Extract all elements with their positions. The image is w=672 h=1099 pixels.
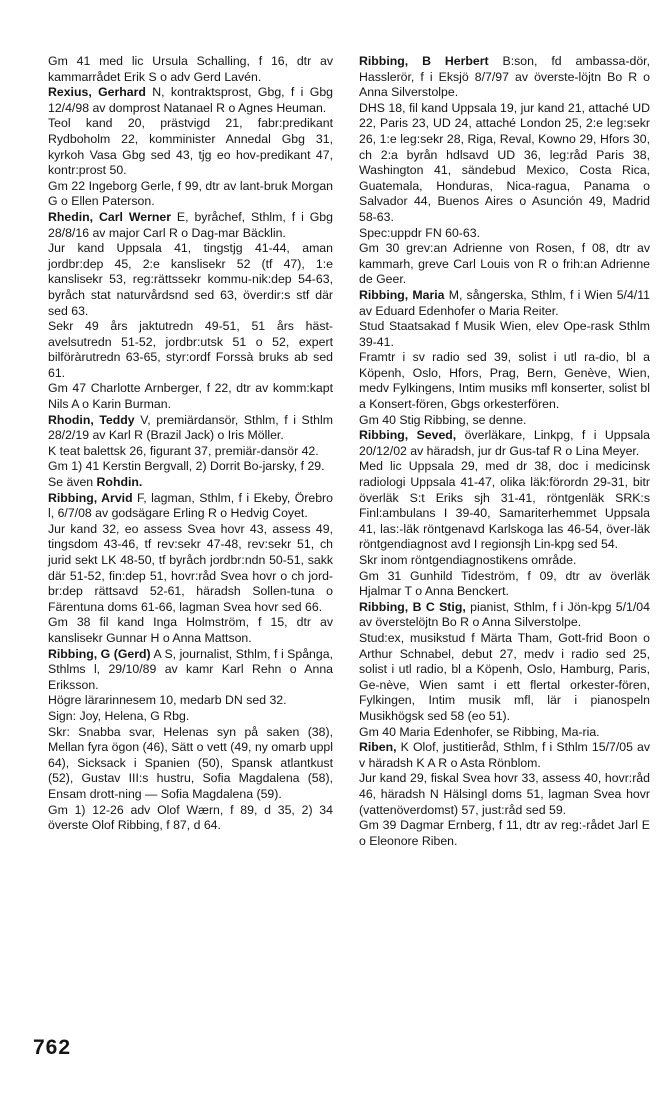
entry-heading-paragraph [359,428,650,459]
entry-heading-paragraph [48,491,333,522]
entry-text: Teol kand 20, prästvigd 21, fabr:predikant Rydboholm 22, komminister Annedal Gbg 31, kyrkoh Vasa Gbg sed 43, tjg eo hov-predikant 47, kontr:prost 50. [48,116,333,178]
right-column [359,54,650,849]
entry-paragraph [48,116,333,178]
entry-text: Högre lärarinnesem 10, medarb DN sed 32. [48,693,287,708]
entry-text: Jur kand Uppsala 41, tingstjg 41-44, aman jordbr:dep 45, 2:e kanslisekr 52 (tf 47), 1:e kanslisekr 53, reg:rättssekr kommu-nik:dep 54-63, byråch stat naturvårdsnd sed 63, överdir:s stf där sed 63. [48,241,333,318]
entry-paragraph [359,553,650,569]
person-name: Ribbing, Maria [359,287,445,302]
entry-heading-paragraph [359,54,650,101]
entry-heading-paragraph [48,85,333,116]
person-name: Rexius, Gerhard [48,85,146,100]
entry-text: K teat balettsk 26, figurant 37, premiär-dansör 42. [48,443,319,458]
left-column [48,54,333,834]
entry-paragraph [359,413,650,429]
entry-paragraph [48,319,333,381]
cross-reference: Rohdin. [96,475,143,490]
entry-text: Gm 31 Gunhild Tideström, f 09, dtr av överläk Hjalmar T o Anna Benckert. [359,568,650,599]
person-name: Ribbing, Seved, [359,428,457,443]
entry-paragraph [359,350,650,412]
entry-paragraph [359,818,650,849]
entry-text: Gm 39 Dagmar Ernberg, f 11, dtr av reg:-rådet Jarl E o Eleonore Riben. [359,818,650,848]
entry-paragraph [48,522,333,616]
person-name: Ribbing, B Herbert [359,54,489,68]
person-name: Rhedin, Carl Werner [48,209,171,224]
entry-text: Gm 47 Charlotte Arnberger, f 22, dtr av komm:kapt Nils A o Karin Burman. [48,381,333,412]
entry-text: Gm 40 Maria Edenhofer, se Ribbing, Ma-ria. [359,724,600,739]
entry-text: Stud Staatsakad f Musik Wien, elev Ope-rask Sthlm 39-41. [359,319,650,349]
entry-heading-paragraph [359,288,650,319]
entry-paragraph [359,631,650,725]
entry-heading-paragraph [48,647,333,694]
entry-paragraph [48,615,333,646]
entry-text: F, lagman, Sthlm, f i Ekeby, Örebro l, 6/7/08 av godsägare Erling R o Hedvig Coyet. [48,490,333,521]
entry-paragraph [48,693,333,709]
entry-text: Gm 22 Ingeborg Gerle, f 99, dtr av lant-bruk Morgan G o Ellen Paterson. [48,178,333,209]
entry-text: Jur kand 29, fiskal Svea hovr 33, assess 40, hovr:råd 46, häradsh N Hälsingl doms 51, lagman Svea hovr (vattenöverdomst) 57, just:råd sed 59. [359,771,650,817]
entry-heading-paragraph [48,210,333,241]
person-name: Ribbing, G (Gerd) [48,646,151,661]
entry-text: N, kontraktsprost, Gbg, f i Gbg 12/4/98 av domprost Natanael R o Agnes Heuman. [48,85,333,115]
entry-text: Spec:uppdr FN 60-63. [359,225,480,240]
entry-text: Gm 1) 41 Kerstin Bergvall, 2) Dorrit Bo-jarsky, f 29. [48,459,325,474]
entry-text: Gm 40 Stig Ribbing, se denne. [359,412,527,427]
entry-text: M, sångerska, Sthlm, f i Wien 5/4/11 av Eduard Edenhofer o Maria Reiter. [359,287,650,318]
entry-paragraph [48,241,333,319]
entry-text: K Olof, justitieråd, Sthlm, f i Sthlm 15/7/05 av v häradsh K A R o Asta Rönblom. [359,740,650,770]
entry-paragraph [48,179,333,210]
entry-paragraph [48,725,333,803]
entry-paragraph [359,319,650,350]
entry-text: E, byråchef, Sthlm, f i Gbg 28/8/16 av major Carl R o Dag-mar Bäcklin. [48,209,333,240]
entry-paragraph [48,444,333,460]
entry-text: Gm 41 med lic Ursula Schalling, f 16, dtr av kammarrådet Erik S o adv Gerd Lavén. [48,54,333,84]
person-name: Rhodin, Teddy [48,412,135,427]
entry-paragraph [48,381,333,412]
entry-text: Gm 38 fil kand Inga Holmström, f 15, dtr av kanslisekr Gunnar H o Anna Mattson. [48,615,333,645]
page-number: 762 [33,1036,72,1059]
entry-paragraph [359,771,650,818]
entry-text: Stud:ex, musikstud f Märta Tham, Gott-frid Boon o Arthur Schnabel, debut 27, medv i radio sed 25, solist i utl radio, bl a Köpenh, Oslo, Hamburg, Paris, Ge-nève, Wien samt i ett flertal orkester-fören, Fylkingen, Intim musik mfl, lär i pianospeln Musikhögsk sed 58 (eo 51). [359,630,650,723]
entry-text: Skr: Snabba svar, Helenas syn på saken (38), Mellan fyra ögon (46), Sätt o vett (49, ny omarb uppl 64), Sicksack i Spanien (50), Spansk atlantkust (52), Gustav III:s hustru, Sofia Magdalena (58), Ensam drott-ning — Sofia Magdalena (59). [48,724,333,801]
entry-paragraph [359,226,650,242]
entry-text: överläkare, Linkpg, f i Uppsala 20/12/02 av häradsh, jur dr Gus-taf R o Lina Meyer. [359,428,650,458]
entry-text: DHS 18, fil kand Uppsala 19, jur kand 21, attaché UD 22, Paris 23, UD 24, attaché London 25, 2:e leg:sekr 26, 1:e leg:sekr 28, Riga, Reval, Kowno 29, Hfors 30, ch 2:a byrån hdlsavd UD 36, leg:råd Paris 38, Washington 41, sändebud Mexico, Costa Rica, Guatemala, Honduras, Nica-ragua, Panama o Salvador 44, Buenos Aires o Asunción 49, Madrid 58-63. [359,100,650,224]
entry-paragraph [48,459,333,475]
entry-heading-paragraph [359,600,650,631]
entry-paragraph [48,475,333,491]
entry-paragraph [359,725,650,741]
person-name: Riben, [359,740,397,755]
entry-paragraph [359,101,650,226]
entry-paragraph [48,54,333,85]
entry-text: Sign: Joy, Helena, G Rbg. [48,708,190,723]
entry-text: Skr inom röntgendiagnostikens område. [359,553,577,567]
entry-text: Jur kand 32, eo assess Svea hovr 43, assess 49, tingsdom 43-46, tf rev:sekr 47-48, rev:sekr 51, ch jurid sekt LK 48-50, tf byråch jordbr:ndn 50-51, sakk där 51-52, fin:dep 51, hovr:råd Svea hovr o ch jord-br:dep rättsavd 52-61, häradsh Sollen-tuna o Färentuna doms 61-66, lagman Svea hovr sed 66. [48,521,333,614]
entry-heading-paragraph [48,413,333,444]
entry-paragraph [48,709,333,725]
entry-paragraph [48,803,333,834]
entry-text: B:son, fd ambassa-dör, Hasslerör, f i Eksjö 8/7/97 av överste-löjtn Bo R o Anna Silverstolpe. [359,54,650,100]
entry-text: Sekr 49 års jaktutredn 49-51, 51 års häst-avelsutredn 51-52, jordbr:utsk 51 o 52, expert bilföràrutredn 63-65, styr:ordf Forssà bruks ab sed 61. [48,319,333,380]
person-name: Ribbing, B C Stig, [359,599,466,614]
entry-text: Gm 30 grev:an Adrienne von Rosen, f 08, dtr av kammarh, greve Carl Louis von R o frih:an Adrienne de Geer. [359,241,650,287]
entry-text: Framtr i sv radio sed 39, solist i utl ra-dio, bl a Köpenh, Oslo, Hfors, Prag, Bern, Genève, Wien, medv Fylkingens, Intim musiks mfl konserter, solist bl a Konsert-fören, Gbgs orkesterfören. [359,350,650,412]
entry-text: Med lic Uppsala 29, med dr 38, doc i medicinsk radiologi Uppsala 41-47, olika läk:förordn 29-31, bitr överläk S:t Eriks sjh 31-41, röntgenläk SRK:s Finl:ambulans I 39-40, Samariterhemmet Uppsala 41, las:-läk röntgenavd Karlskoga las 46-54, över-läk röntgendiagnost avd I regionsjh Lin-kpg sed 54. [359,459,650,552]
entry-paragraph [359,569,650,600]
entry-text: A S, journalist, Sthlm, f i Spånga, Sthlms l, 29/10/89 av kamr Karl Rehn o Anna Eriksson. [48,646,333,692]
entry-paragraph [359,459,650,553]
entry-text: pianist, Sthlm, f i Jön-kpg 5/1/04 av överstelöjtn Bo R o Anna Silverstolpe. [359,599,650,630]
entry-paragraph [359,241,650,288]
entry-text: V, premiärdansör, Sthlm, f i Sthlm 28/2/19 av Karl R (Brazil Jack) o Iris Möller. [48,412,333,443]
person-name: Ribbing, Arvid [48,490,133,505]
entry-text: Se även [48,475,97,490]
entry-heading-paragraph [359,740,650,771]
entry-text: Gm 1) 12-26 adv Olof Wærn, f 89, d 35, 2) 34 överste Olof Ribbing, f 87, d 64. [48,802,333,833]
